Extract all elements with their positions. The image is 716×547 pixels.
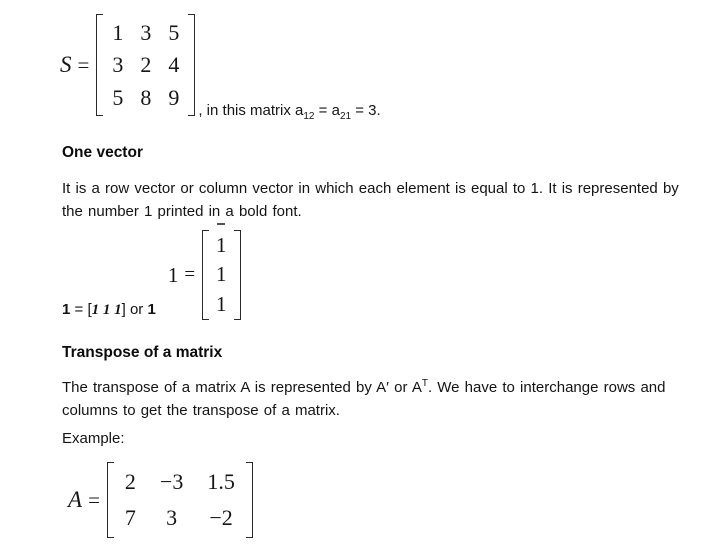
paragraph-transpose — [62, 376, 704, 422]
matrix-cell: −2 — [209, 505, 233, 530]
paragraph-one-vector — [62, 177, 704, 223]
left-bracket — [107, 462, 114, 538]
ones-vector-equation — [168, 230, 241, 320]
heading-transpose: Transpose of a matrix — [62, 344, 223, 361]
ones-vector-bracket-group — [202, 230, 241, 320]
superscript-T: T — [421, 378, 428, 389]
matrix-a-variable: A — [68, 487, 83, 512]
matrix-a-display — [68, 462, 253, 538]
subscript-21: 21 — [339, 111, 352, 122]
matrix-cell: 3 — [112, 52, 124, 78]
ones-vector-symbol: 1 — [167, 262, 179, 287]
matrix-cell: −3 — [159, 469, 184, 494]
left-bracket — [202, 230, 209, 320]
vector-cell: 1 — [216, 291, 227, 316]
matrix-cell: 7 — [124, 505, 136, 530]
matrix-cell: 1.5 — [207, 469, 235, 494]
matrix-cell: 4 — [168, 52, 180, 78]
matrix-s-variable: S — [60, 52, 72, 77]
matrix-a-grid — [114, 462, 246, 538]
ones-vector-note: 1 = [1 1 1] or 1 — [62, 301, 156, 318]
paragraph-line: columns to get the transpose of a matrix. — [62, 402, 340, 419]
paragraph-line: It is a row vector or column vector in which each element is equal to 1. It is represented by — [62, 180, 679, 197]
right-bracket — [188, 14, 195, 116]
matrix-cell: 5 — [168, 19, 180, 45]
matrix-s-grid — [103, 14, 188, 116]
matrix-s — [96, 14, 195, 116]
ones-vector-grid — [209, 230, 234, 320]
paragraph-line: the number 1 printed in a bold font. — [62, 203, 302, 220]
italic-ones: 1 1 1 — [91, 302, 122, 318]
ones-vector-display — [62, 230, 241, 320]
equals-sign: = — [88, 487, 100, 512]
matrix-cell: 3 — [166, 505, 178, 530]
right-bracket — [246, 462, 253, 538]
matrix-cell: 2 — [124, 469, 136, 494]
right-bracket — [234, 230, 241, 320]
subscript-12: 12 — [303, 111, 315, 122]
matrix-cell: 8 — [140, 85, 152, 111]
ones-vector — [202, 230, 241, 320]
example-label: Example: — [62, 430, 125, 447]
matrix-a — [107, 462, 253, 538]
vector-cell: 1 — [216, 233, 227, 258]
matrix-cell: 1 — [112, 19, 124, 45]
matrix-cell: 9 — [168, 85, 180, 111]
paragraph-line: The transpose of a matrix A is represented by A′ or $A^T$. We have to interchange rows and — [62, 378, 666, 396]
matrix-s-display — [60, 14, 381, 122]
matrix-cell: 5 — [112, 85, 124, 111]
equals-sign: = — [77, 52, 90, 77]
matrix-cell: 3 — [140, 19, 152, 45]
vector-cell: 1 — [216, 262, 227, 287]
equals-sign: = — [184, 264, 196, 285]
overline-artifact — [217, 223, 225, 225]
heading-one-vector: One vector — [62, 144, 143, 161]
left-bracket — [96, 14, 103, 116]
matrix-cell: 2 — [140, 52, 152, 78]
matrix-s-caption: , in this matrix $a_{12} = a_{21} = 3$. — [198, 102, 381, 122]
